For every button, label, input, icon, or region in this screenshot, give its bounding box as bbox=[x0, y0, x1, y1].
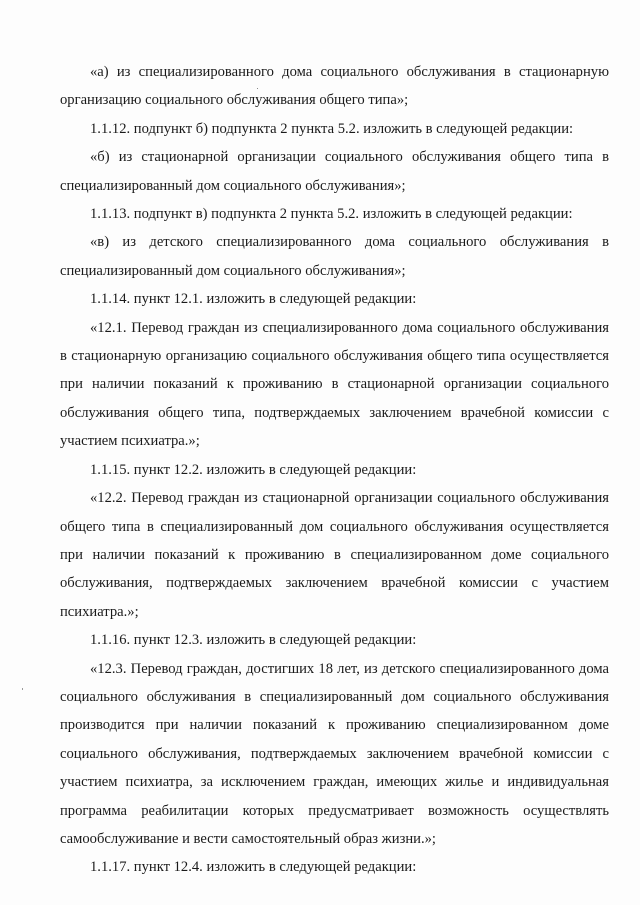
paragraph-1-1-12: 1.1.12. подпункт б) подпункта 2 пункта 5.2. изложить в следующей редакции: bbox=[90, 120, 574, 137]
paragraph-1-1-15: 1.1.15. пункт 12.2. изложить в следующей редакции: bbox=[90, 461, 417, 478]
paragraph-subitem-b-text: «б) из стационарной организации социального обслуживания общего типа в специализированный дом социального обслуживания»; bbox=[60, 149, 609, 194]
paragraph-1-1-13: 1.1.13. подпункт в) подпункта 2 пункта 5.2. изложить в следующей редакции: bbox=[90, 206, 573, 223]
paragraph-1-1-14: 1.1.14. пункт 12.1. изложить в следующей редакции: bbox=[90, 291, 417, 308]
paragraph-item-12-3-text: «12.3. Перевод граждан, достигших 18 лет, из детского специализированного дома социального обслуживания в специализированный дом социального обслуживания производится при наличии показаний к проживанию специализированном доме социального обслуживания, подтверждаемых заключением врачебной комиссии с участием психиатра, за исключением граждан, имеющих жилье и индивидуальная программа реабилитации которых предусматривает возможность осуществлять самообслуживание и вести самостоятельный образ жизни.»; bbox=[60, 660, 609, 847]
paragraph-subitem-a-text: «а) из специализированного дома социального обслуживания в стационарную организацию социального обслуживания общего типа»; bbox=[60, 64, 609, 109]
paragraph-item-12-1-text: «12.1. Перевод граждан из специализированного дома социального обслуживания в стационарную организацию социального обслуживания общего типа осуществляется при наличии показаний к проживанию в стационарной организации социального обслуживания общего типа, подтверждаемых заключением врачебной комиссии с участием психиатра.»; bbox=[60, 319, 609, 450]
paragraph-1-1-16: 1.1.16. пункт 12.3. изложить в следующей редакции: bbox=[90, 632, 417, 649]
paragraph-1-1-17: 1.1.17. пункт 12.4. изложить в следующей редакции: bbox=[90, 859, 417, 876]
scan-artifact bbox=[22, 688, 23, 690]
paragraph-subitem-c-text: «в) из детского специализированного дома социального обслуживания в специализированный дом социального обслуживания»; bbox=[60, 234, 609, 279]
paragraph-item-12-2-text: «12.2. Перевод граждан из стационарной организации социального обслуживания общего типа в специализированный дом социального обслуживания осуществляется при наличии показаний к проживанию в специализированном доме социального обслуживания, подтверждаемых заключением врачебной комиссии с участием психиатра.»; bbox=[60, 490, 609, 620]
document-body bbox=[60, 58, 609, 882]
